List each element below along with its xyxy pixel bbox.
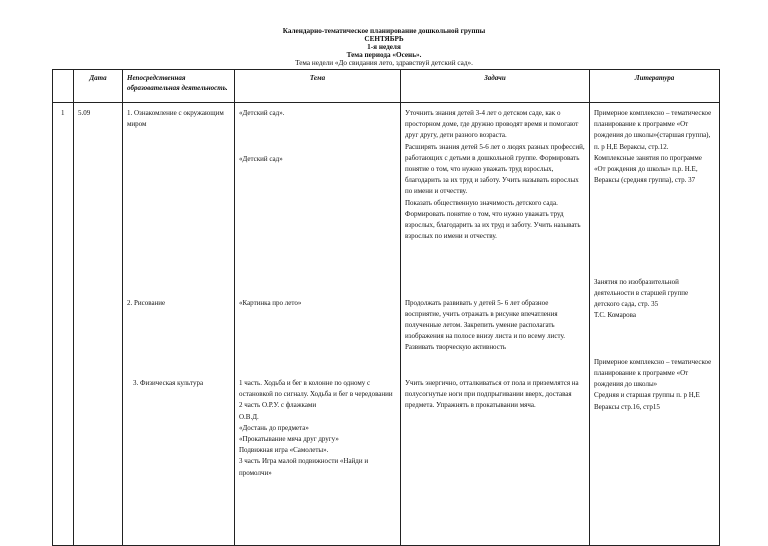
task-1c: Показать общественную значимость детского сада. Формировать понятие о том, что нужно уважать труд взрослых, благодарить за их труд и заботу. Учить называть взрослых по имени и отчеству.: [405, 198, 581, 241]
header-activity: Непосредственная образовательная деятельность.: [123, 70, 235, 103]
doc-week: 1-я неделя: [367, 43, 401, 52]
header-num: [53, 70, 74, 103]
topic-3: 1 часть. Ходьба и бег в колонне по одному с остановкой по сигналу. Ходьба и бег в чередовании 2 часть О.Р.У. с флажками О.В.Д. «Достань до предмета» «Прокатывание мяча друг другу» Подвижная игра «Самолеты». 3 часть Игра малой подвижности «Найди и промолчи»: [239, 379, 393, 477]
planning-table: [52, 69, 720, 546]
topic-1b: «Детский сад»: [239, 155, 283, 163]
topic-2: «Картинка про лето»: [239, 299, 302, 307]
header-tasks: Задачи: [401, 70, 590, 103]
task-1a: Уточнить знания детей 3-4 лет о детском саде, как о просторном доме, где дружно проводят время и помогают друг другу, дети разного возраста.: [405, 109, 579, 140]
literature-3: Примерное комплексно – тематическое планирование к программе «От рождения до школы» Средняя и старшая группы п. р Н,Е Вераксы стр.16, стр15: [594, 357, 712, 411]
cell-date: 5.09: [74, 103, 123, 546]
doc-period-theme: Тема периода «Осень».: [346, 51, 422, 60]
task-3: Учить энергично, отталкиваться от пола и приземлятся на полусогнутые ноги при подпрыгивании вверх, доставая предмета. Упражнять в прокатывании мяча.: [405, 378, 579, 410]
document-header: [0, 27, 768, 67]
table-row: [53, 103, 720, 546]
literature-1b: Комплексные занятия по программе «От рождения до школы» п.р. Н.Е, Вераксы (средняя группа), стр. 37: [594, 153, 702, 185]
cell-num: 1: [53, 103, 74, 546]
task-2: Продолжать развивать у детей 5- 6 лет образное восприятие, учить отражать в рисунке впечатления полученные летом. Закрепить умение располагать изображения на полосе внизу листа и по всему листу. Развивать творческую активность: [405, 298, 566, 352]
literature-2: Занятия по изобразительной деятельности в старшей группе детского сада, стр. 35 Т.С. Комарова: [594, 277, 689, 320]
topic-1a: «Детский сад».: [239, 109, 285, 117]
literature-1a: Примерное комплексно – тематическое планирование к программе «От рождения до школы»(старшая группа), п. р Н,Е Вераксы, стр.12.: [594, 109, 712, 151]
header-literature: Литература: [590, 70, 720, 103]
activity-3: 3. Физическая культура: [133, 379, 204, 387]
cell-topic: [235, 103, 401, 546]
cell-activity: [123, 103, 235, 546]
header-topic: Тема: [235, 70, 401, 103]
activity-2: 2. Рисование: [127, 299, 166, 307]
header-date: Дата: [74, 70, 123, 103]
cell-tasks: [401, 103, 590, 546]
doc-title: Календарно-тематическое планирование дошкольной группы: [282, 27, 486, 35]
activity-1: 1. Ознакомление с окружающим миром: [127, 109, 224, 129]
doc-month: СЕНТЯБРЬ: [364, 35, 404, 44]
cell-literature: [590, 103, 720, 546]
table-header-row: [53, 70, 720, 103]
task-1b: Расширять знания детей 5-6 лет о людях разных профессий, работающих с детьми в дошкольной группе. Формировать понятие о том, что нужно уважать труд взрослых, благодарить за их труд и заботу. Учить называть взрослых по имени и отчеству.: [405, 142, 585, 196]
doc-week-theme: Тема недели «До свидания лето, здравствуй детский сад».: [295, 59, 473, 68]
